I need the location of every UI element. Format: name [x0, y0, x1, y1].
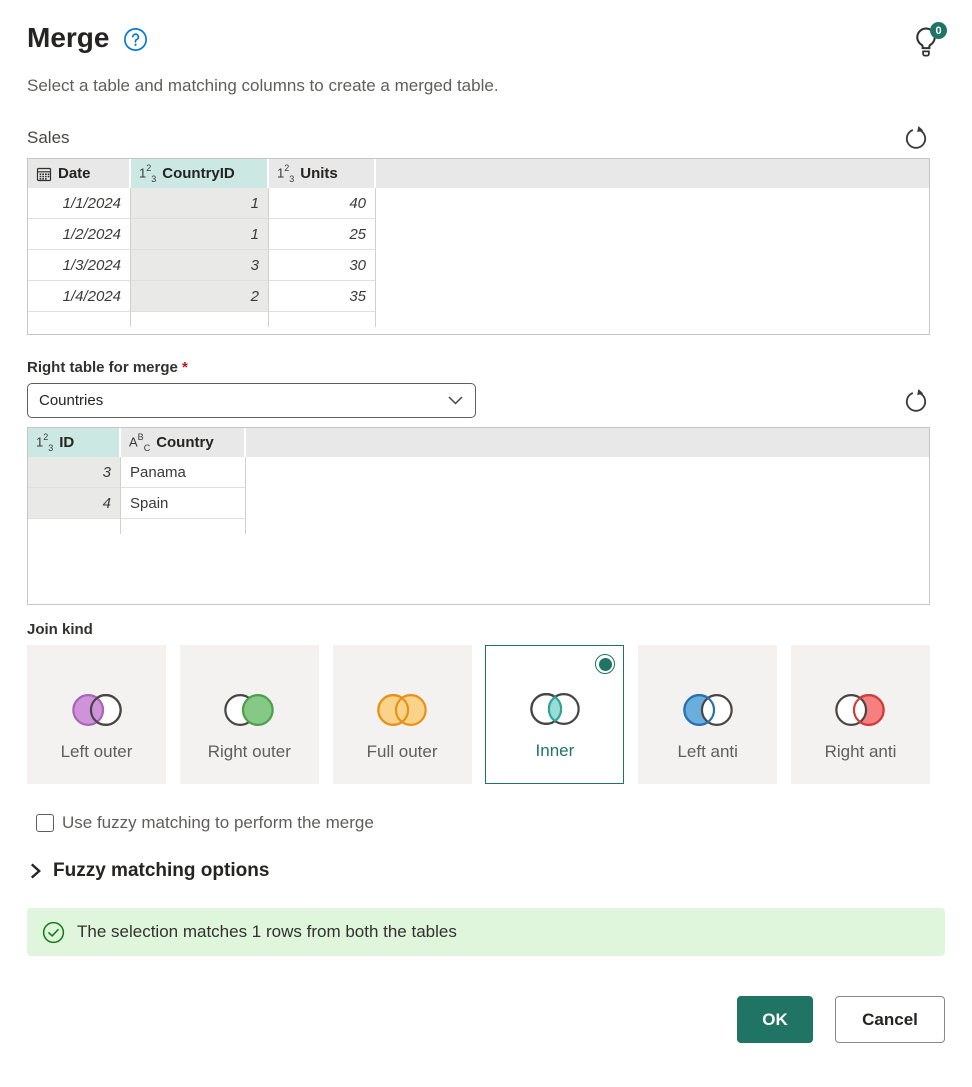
column-header-countryid[interactable] [131, 159, 269, 188]
cell-countryid[interactable]: 2 [131, 281, 269, 312]
right-table-preview [27, 427, 930, 605]
column-header-country[interactable] [121, 428, 246, 457]
join-kind-option-label: Right anti [824, 742, 897, 761]
ideas-count-badge: 0 [930, 22, 947, 39]
table-row[interactable] [28, 488, 929, 519]
help-icon[interactable] [123, 27, 148, 52]
fuzzy-options-expander[interactable] [30, 860, 945, 882]
join-kind-option-label: Right outer [207, 742, 291, 761]
text-type-icon: $A^B_C$ [129, 431, 151, 454]
column-header-id[interactable] [28, 428, 121, 457]
cell-units[interactable]: 40 [269, 188, 376, 219]
venn-right-anti-icon [829, 688, 891, 732]
join-kind-option-label: Inner [535, 741, 575, 760]
dialog-header [27, 22, 945, 62]
required-asterisk: * [182, 359, 188, 376]
join-kind-full-outer[interactable] [333, 645, 472, 784]
column-header-units[interactable] [269, 159, 376, 188]
column-label: ID [59, 434, 75, 451]
fuzzy-options-title: Fuzzy matching options [53, 860, 270, 881]
number-type-icon: $1^2_3$ [277, 162, 295, 185]
join-kind-right-anti[interactable] [791, 645, 930, 784]
cell-countryid[interactable]: 1 [131, 219, 269, 250]
right-table-dropdown-row [27, 383, 945, 418]
column-header-date[interactable] [28, 159, 131, 188]
join-kind-options [27, 645, 930, 784]
table-row[interactable] [28, 219, 929, 250]
join-kind-inner[interactable] [485, 645, 624, 784]
join-kind-left-outer[interactable] [27, 645, 166, 784]
field-label-text: Right table for merge [27, 359, 178, 376]
venn-full-outer-icon [371, 688, 433, 732]
match-status-text: The selection matches 1 rows from both the tables [77, 922, 457, 941]
left-table-name: Sales [27, 128, 70, 147]
ok-button[interactable]: OK [737, 996, 813, 1043]
join-kind-label: Join kind [27, 621, 93, 638]
dropdown-value: Countries [39, 392, 104, 409]
join-kind-option-label: Left anti [677, 742, 738, 761]
cell-date[interactable]: 1/4/2024 [28, 281, 131, 312]
cell-units[interactable]: 25 [269, 219, 376, 250]
refresh-left-table-icon[interactable] [903, 125, 929, 151]
page-title: Merge [27, 22, 110, 53]
venn-left-anti-icon [677, 688, 739, 732]
header-filler [246, 428, 929, 457]
venn-inner-icon [524, 687, 586, 731]
chevron-right-icon [30, 863, 41, 879]
column-label: Country [156, 434, 214, 451]
dialog-footer [27, 996, 945, 1043]
fuzzy-matching-checkbox-row [36, 813, 945, 833]
join-kind-left-anti[interactable] [638, 645, 777, 784]
cell-id[interactable]: 4 [28, 488, 121, 519]
cell-date[interactable]: 1/2/2024 [28, 219, 131, 250]
cell-date[interactable]: 1/3/2024 [28, 250, 131, 281]
right-table-field-label [27, 359, 945, 376]
fuzzy-matching-checkbox[interactable] [36, 814, 54, 832]
selected-radio-icon [595, 654, 615, 674]
table-row[interactable] [28, 457, 929, 488]
refresh-right-table-icon[interactable] [903, 388, 929, 414]
cell-countryid[interactable]: 3 [131, 250, 269, 281]
column-label: CountryID [162, 165, 235, 182]
chevron-down-icon [448, 396, 463, 405]
join-kind-option-label: Left outer [60, 742, 133, 761]
ideas-button[interactable] [911, 24, 945, 64]
venn-left-outer-icon [66, 688, 128, 732]
fuzzy-matching-checkbox-label: Use fuzzy matching to perform the merge [62, 813, 374, 832]
header-filler [376, 159, 929, 188]
join-kind-right-outer[interactable] [180, 645, 319, 784]
right-table-dropdown[interactable] [27, 383, 476, 418]
cell-country[interactable]: Spain [121, 488, 246, 519]
table-row[interactable] [28, 188, 929, 219]
left-table-header-row [27, 126, 945, 150]
left-table-preview [27, 158, 930, 335]
table-empty-stub [28, 312, 929, 327]
venn-right-outer-icon [218, 688, 280, 732]
cell-id[interactable]: 3 [28, 457, 121, 488]
match-status-bar [27, 908, 945, 956]
cell-units[interactable]: 35 [269, 281, 376, 312]
number-type-icon: $1^2_3$ [139, 162, 157, 185]
check-circle-icon [42, 921, 65, 944]
table-empty-stub [28, 519, 929, 534]
cell-country[interactable]: Panama [121, 457, 246, 488]
number-type-icon: $1^2_3$ [36, 431, 54, 454]
dialog-subtitle: Select a table and matching columns to create a merged table. [27, 76, 499, 95]
calendar-icon [36, 166, 52, 182]
cell-countryid[interactable]: 1 [131, 188, 269, 219]
cancel-button[interactable]: Cancel [835, 996, 945, 1043]
right-table-header [28, 428, 929, 457]
table-row[interactable] [28, 250, 929, 281]
cell-units[interactable]: 30 [269, 250, 376, 281]
column-label: Units [300, 165, 338, 182]
cell-date[interactable]: 1/1/2024 [28, 188, 131, 219]
left-table-header [28, 159, 929, 188]
join-kind-option-label: Full outer [366, 742, 438, 761]
column-label: Date [58, 165, 91, 182]
table-row[interactable] [28, 281, 929, 312]
